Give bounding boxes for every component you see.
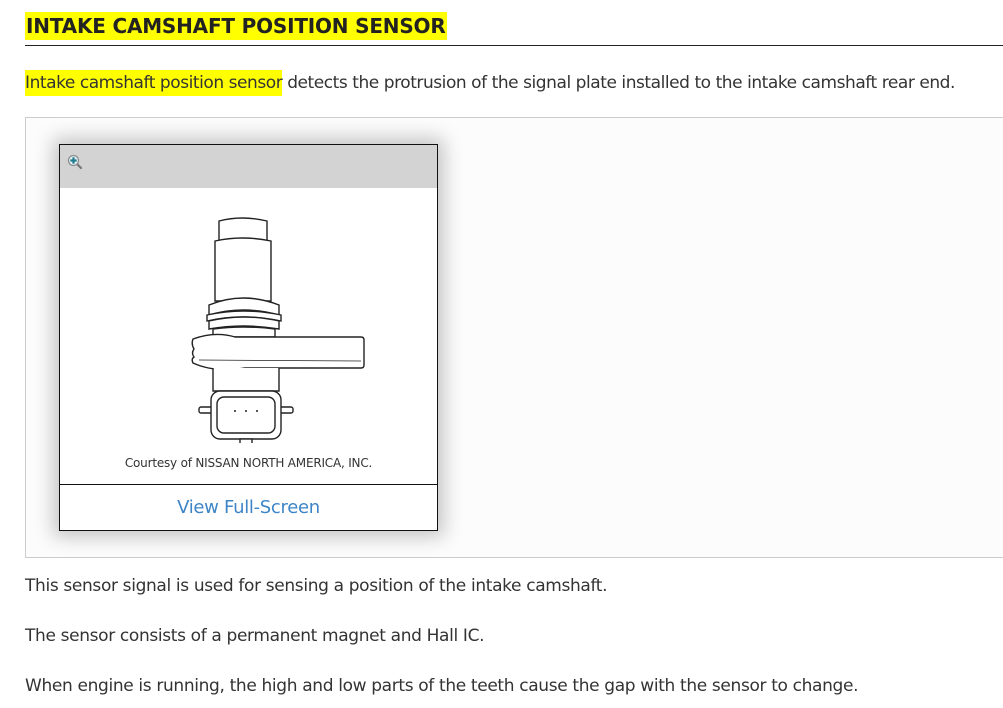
view-full-screen-link[interactable]: View Full-Screen	[177, 497, 320, 518]
title-divider	[25, 45, 1003, 46]
figure-toolbar	[60, 145, 437, 188]
page-title	[25, 10, 447, 42]
image-credit: Courtesy of NISSAN NORTH AMERICA, INC.	[124, 456, 373, 470]
figure-card	[59, 144, 438, 531]
paragraph-components: The sensor consists of a permanent magnet and Hall IC.	[25, 626, 485, 646]
intro-text: detects the protrusion of the signal plate installed to the intake camshaft rear end.	[282, 73, 955, 93]
intro-paragraph	[25, 70, 955, 96]
page-title-text: INTAKE CAMSHAFT POSITION SENSOR	[26, 14, 446, 38]
zoom-in-icon[interactable]	[67, 154, 83, 170]
paragraph-sensing: This sensor signal is used for sensing a position of the intake camshaft.	[25, 576, 608, 596]
paragraph-operation: When engine is running, the high and low parts of the teeth cause the gap with the sensor to change.	[25, 676, 859, 696]
sensor-diagram[interactable]	[185, 213, 365, 443]
intro-highlighted-term: Intake camshaft position sensor	[25, 70, 282, 96]
